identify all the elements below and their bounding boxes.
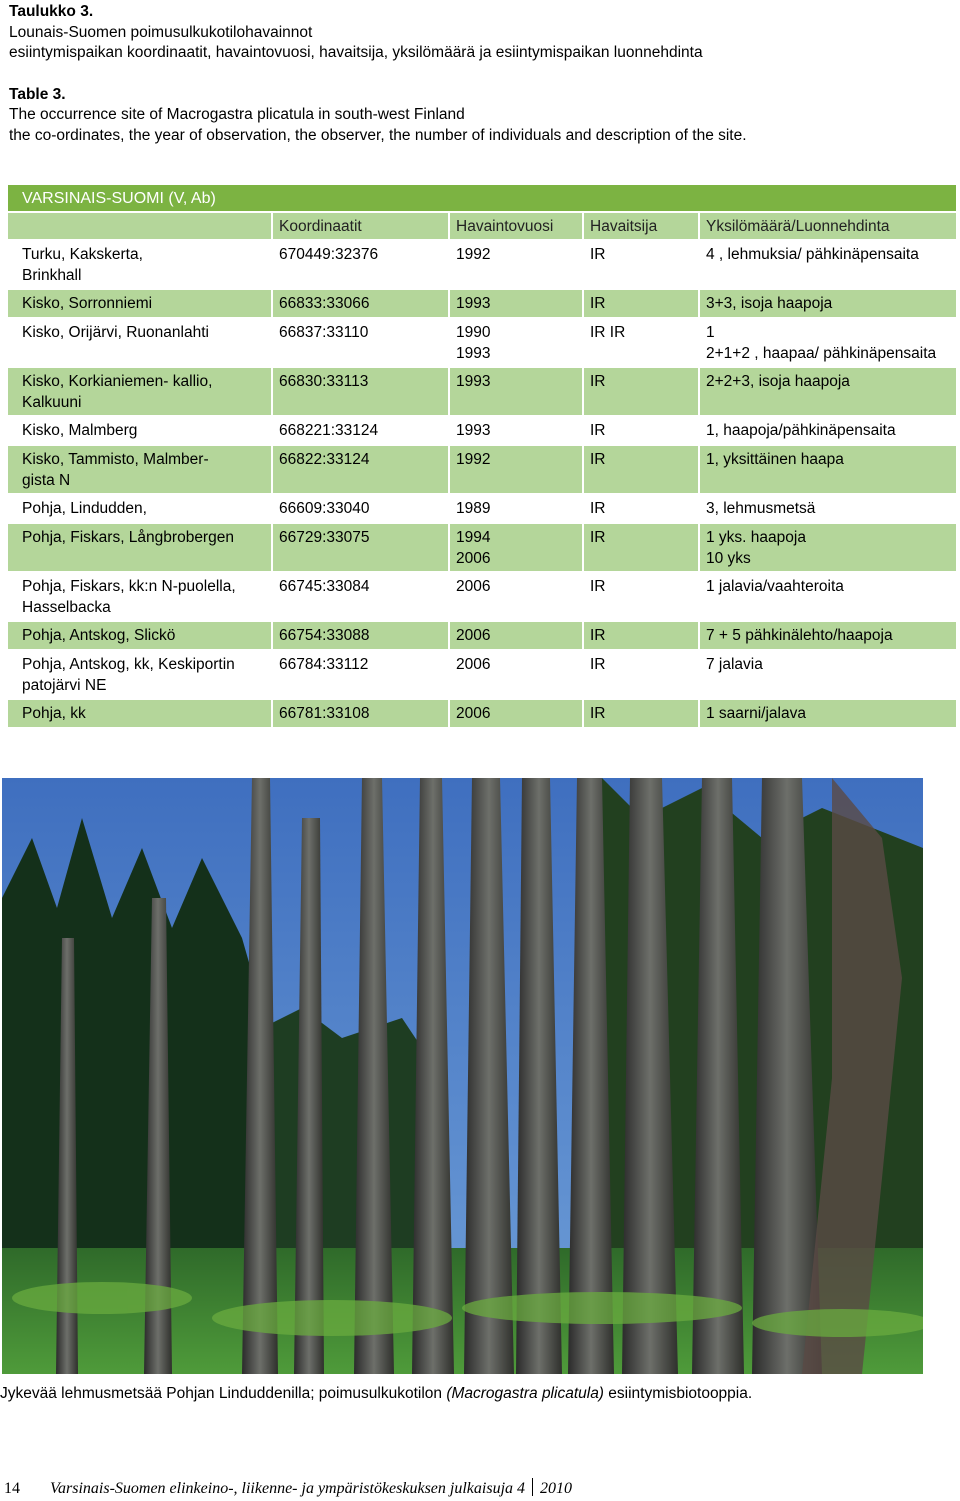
column-header: Havaintovuosi <box>456 218 554 235</box>
place-cell: Pohja, Lindudden, <box>22 500 147 517</box>
column-header: Havaitsija <box>590 218 658 235</box>
observer-cell: IR <box>590 627 606 644</box>
place-cell: Kisko, Malmberg <box>22 422 138 439</box>
publication-title: Varsinais-Suomen elinkeino-, liikenne- ja ympäristökeskuksen julkaisuja 4 <box>50 1480 526 1497</box>
coordinates-cell: 66781:33108 <box>279 705 370 722</box>
column-divider <box>271 213 273 729</box>
year-cell: 2006 <box>456 656 491 673</box>
fi-table-title: Lounais-Suomen poimusulkukotilohavainnot <box>9 23 313 41</box>
observer-cell: IR <box>590 373 606 390</box>
description-cell: 7 + 5 pähkinälehto/haapoja <box>706 627 893 644</box>
photo-caption <box>0 1384 752 1404</box>
observer-cell: IR <box>590 578 606 595</box>
coordinates-cell: 66745:33084 <box>279 578 370 595</box>
year-cell: 1993 <box>456 422 491 439</box>
year-cell: 2006 <box>456 578 491 595</box>
region-header: VARSINAIS-SUOMI (V, Ab) <box>8 185 956 213</box>
observer-cell: IR <box>590 451 606 468</box>
year-cell: 1992 <box>456 451 491 468</box>
coordinates-cell: 66822:33124 <box>279 451 370 468</box>
description-cell: 7 jalavia <box>706 656 763 673</box>
coordinates-cell: 670449:32376 <box>279 246 379 263</box>
coordinates-cell: 66837:33110 <box>279 324 369 341</box>
table-row <box>8 319 956 368</box>
description-cell: 1 saarni/jalava <box>706 705 806 722</box>
description-cell: 3, lehmusmetsä <box>706 500 816 517</box>
table-row <box>8 495 956 524</box>
column-header: Yksilömäärä/Luonnehdinta <box>706 218 890 235</box>
en-table-title: The occurrence site of Macrogastra plicatula in south-west Finland <box>9 106 465 123</box>
observer-cell: IR <box>590 500 606 517</box>
place-cell: Kisko, Orijärvi, Ruonanlahti <box>22 324 209 341</box>
observer-cell: IR <box>590 422 606 439</box>
year-cell: 1993 <box>456 373 491 390</box>
table-row <box>8 651 956 700</box>
place-cell: Pohja, kk <box>22 705 86 722</box>
table-row <box>8 290 956 319</box>
coordinates-cell: 66754:33088 <box>279 627 370 644</box>
column-divider <box>582 213 584 729</box>
page-footer <box>4 1478 572 1499</box>
year-cell: 2006 <box>456 705 491 722</box>
year-cell: 1990 1993 <box>456 324 491 362</box>
coordinates-cell: 668221:33124 <box>279 422 379 439</box>
place-cell: Kisko, Sorronniemi <box>22 295 153 312</box>
observer-cell: IR <box>590 295 606 312</box>
coordinates-cell: 66609:33040 <box>279 500 370 517</box>
description-cell: 1 jalavia/vaahteroita <box>706 578 844 595</box>
description-cell: 3+3, isoja haapoja <box>706 295 833 312</box>
coordinates-cell: 66833:33066 <box>279 295 370 312</box>
table-row <box>8 241 956 290</box>
fi-table-subtitle: esiintymispaikan koordinaatit, havaintovuosi, havaitsija, yksilömäärä ja esiintymispaikan luonnehdinta <box>9 44 703 61</box>
table-row <box>8 700 956 729</box>
observer-cell: IR <box>590 656 606 673</box>
place-cell: Pohja, Fiskars, Långbrobergen <box>22 529 234 546</box>
place-cell: Kisko, Tammisto, Malmber- gista N <box>22 451 209 489</box>
caption-species: (Macrogastra plicatula) <box>446 1385 604 1402</box>
observer-cell: IR <box>590 529 606 546</box>
fi-table-label: Taulukko 3. <box>9 3 94 20</box>
caption-text: Jykevää lehmusmetsää Pohjan Linduddenilla; poimusulkukotilon <box>0 1385 447 1402</box>
en-table-label: Table 3. <box>9 85 66 103</box>
place-cell: Pohja, Antskog, Slickö <box>22 627 176 644</box>
year-cell: 1989 <box>456 500 491 517</box>
column-divider <box>448 213 450 729</box>
coordinates-cell: 66830:33113 <box>279 373 369 390</box>
description-cell: 1, yksittäinen haapa <box>706 451 844 468</box>
table-row <box>8 446 956 495</box>
coordinates-cell: 66729:33075 <box>279 529 370 546</box>
description-cell: 1 2+1+2 , haapaa/ pähkinäpensaita <box>706 324 937 362</box>
description-cell: 2+2+3, isoja haapoja <box>706 373 850 390</box>
footer-divider <box>532 1478 533 1496</box>
year-cell: 1994 2006 <box>456 529 491 567</box>
description-cell: 1, haapoja/pähkinäpensaita <box>706 422 896 439</box>
table-row <box>8 524 956 573</box>
caption-text-end: esiintymisbiotooppia. <box>603 1385 753 1402</box>
year-cell: 2006 <box>456 627 491 644</box>
table-header <box>9 2 954 146</box>
year-cell: 1993 <box>456 295 491 312</box>
coordinates-cell: 66784:33112 <box>279 656 369 673</box>
place-cell: Pohja, Fiskars, kk:n N-puolella, Hasselbacka <box>22 578 236 616</box>
column-divider <box>698 213 700 729</box>
column-header: Koordinaatit <box>279 218 362 235</box>
place-cell: Turku, Kakskerta, Brinkhall <box>22 246 143 284</box>
observer-cell: IR <box>590 246 606 263</box>
description-cell: 4 , lehmuksia/ pähkinäpensaita <box>706 246 919 263</box>
page-number: 14 <box>4 1480 20 1497</box>
forest-photo <box>2 778 923 1374</box>
publication-year: 2010 <box>540 1480 573 1497</box>
place-cell: Kisko, Korkianiemen- kallio, Kalkuuni <box>22 373 213 411</box>
year-cell: 1992 <box>456 246 491 263</box>
observer-cell: IR <box>590 705 606 722</box>
table-row <box>8 622 956 651</box>
table-row <box>8 368 956 417</box>
place-cell: Pohja, Antskog, kk, Keskiportin patojärvi NE <box>22 656 235 694</box>
table-row <box>8 573 956 622</box>
table-row <box>8 417 956 446</box>
observation-table <box>8 185 956 729</box>
en-table-subtitle: the co-ordinates, the year of observation, the observer, the number of individuals and description of the site. <box>9 126 747 144</box>
column-header-row <box>8 213 956 241</box>
description-cell: 1 yks. haapoja 10 yks <box>706 529 806 567</box>
observer-cell: IR IR <box>590 324 626 341</box>
